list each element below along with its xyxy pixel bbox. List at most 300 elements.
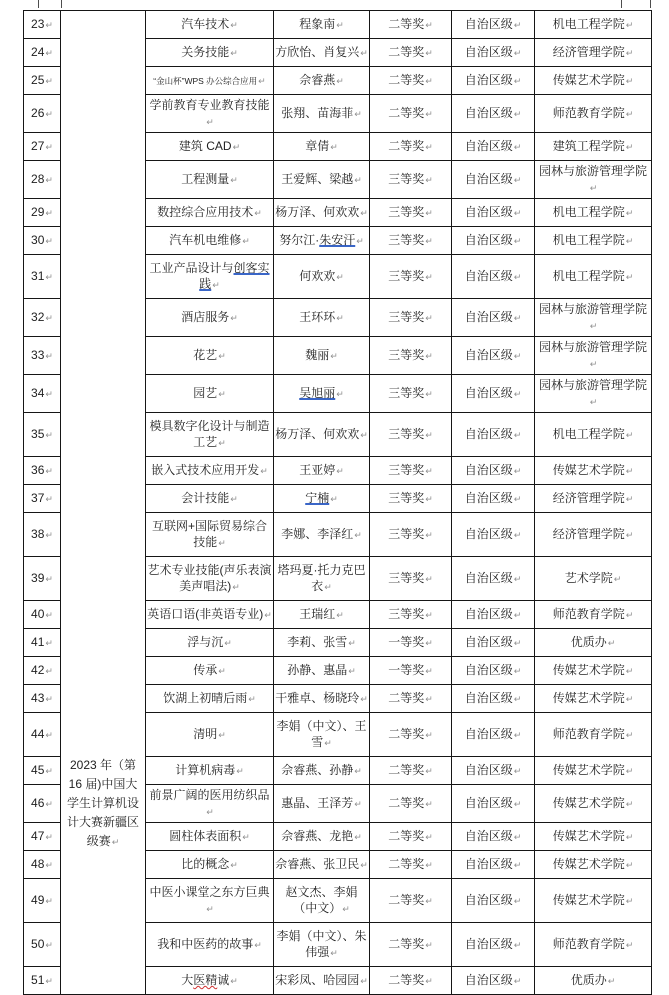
college-name[interactable] <box>535 227 652 255</box>
award-level[interactable] <box>370 255 452 299</box>
paragraph-mark-icon: ↵ <box>348 666 356 676</box>
participants[interactable] <box>274 657 370 685</box>
college-name[interactable] <box>535 713 652 757</box>
award-level[interactable] <box>370 967 452 995</box>
region-level[interactable] <box>452 629 535 657</box>
prev-table-border-stub <box>650 0 651 8</box>
paragraph-mark-icon: ↵ <box>625 860 634 870</box>
paragraph-mark-icon: ↵ <box>336 313 344 323</box>
college-name[interactable] <box>535 375 652 413</box>
region-level[interactable] <box>452 485 535 513</box>
participants-text: 李娟（中文）、王雪↵ <box>276 719 367 749</box>
award-level[interactable] <box>370 757 452 785</box>
paragraph-mark-icon: ↵ <box>625 940 634 950</box>
participants[interactable] <box>274 685 370 713</box>
paragraph-mark-icon: ↵ <box>625 208 634 218</box>
paragraph-mark-icon: ↵ <box>336 76 344 86</box>
row-index-text: 26↵ <box>31 106 53 120</box>
college-name[interactable] <box>535 337 652 375</box>
paragraph-mark-icon: ↵ <box>218 389 226 399</box>
award-level[interactable] <box>370 851 452 879</box>
paragraph-mark-icon: ↵ <box>264 610 272 620</box>
project-name[interactable] <box>146 11 274 39</box>
participants[interactable] <box>274 557 370 601</box>
participants[interactable] <box>274 823 370 851</box>
project-name[interactable] <box>146 557 274 601</box>
participants[interactable] <box>274 39 370 67</box>
row-index[interactable] <box>24 457 61 485</box>
paragraph-mark-icon: ↵ <box>425 799 433 809</box>
project-name[interactable] <box>146 299 274 337</box>
award-level[interactable] <box>370 513 452 557</box>
college-name[interactable] <box>535 485 652 513</box>
region-level-text: 自治区级↵ <box>464 691 522 705</box>
paragraph-mark-icon: ↵ <box>425 976 433 986</box>
region-level[interactable] <box>452 413 535 457</box>
paragraph-mark-icon: ↵ <box>45 142 53 152</box>
award-level[interactable] <box>370 657 452 685</box>
paragraph-mark-icon: ↵ <box>513 236 522 246</box>
row-index[interactable] <box>24 967 61 995</box>
participants[interactable] <box>274 199 370 227</box>
row-index-text: 40↵ <box>31 607 53 621</box>
paragraph-mark-icon: ↵ <box>589 183 598 193</box>
project-name[interactable] <box>146 513 274 557</box>
region-level[interactable] <box>452 923 535 967</box>
participants[interactable] <box>274 757 370 785</box>
region-level[interactable] <box>452 11 535 39</box>
project-name[interactable] <box>146 713 274 757</box>
paragraph-mark-icon: ↵ <box>248 694 256 704</box>
award-level[interactable] <box>370 879 452 923</box>
region-level[interactable] <box>452 161 535 199</box>
paragraph-mark-icon: ↵ <box>354 832 362 842</box>
project-name[interactable] <box>146 923 274 967</box>
region-level[interactable] <box>452 457 535 485</box>
project-name[interactable] <box>146 785 274 823</box>
region-level[interactable] <box>452 657 535 685</box>
paragraph-mark-icon: ↵ <box>513 466 522 476</box>
participants[interactable] <box>274 337 370 375</box>
college-name[interactable] <box>535 255 652 299</box>
award-level-text: 二等奖↵ <box>388 763 433 777</box>
paragraph-mark-icon: ↵ <box>589 321 598 331</box>
paragraph-mark-icon: ↵ <box>425 610 433 620</box>
paragraph-mark-icon: ↵ <box>218 351 226 361</box>
participants[interactable] <box>274 133 370 161</box>
award-level[interactable] <box>370 39 452 67</box>
paragraph-mark-icon: ↵ <box>513 389 522 399</box>
row-index-text: 45↵ <box>31 763 53 777</box>
college-name-text: 园林与旅游管理学院↵ <box>538 340 647 369</box>
college-name[interactable] <box>535 601 652 629</box>
college-name-text: 传媒艺术学院↵ <box>552 829 634 843</box>
paragraph-mark-icon: ↵ <box>330 142 338 152</box>
row-index[interactable] <box>24 601 61 629</box>
row-index[interactable] <box>24 513 61 557</box>
award-level-text: 二等奖↵ <box>388 937 433 951</box>
participants-text: 程象南↵ <box>299 17 344 31</box>
participants[interactable] <box>274 255 370 299</box>
participants[interactable] <box>274 879 370 923</box>
college-name[interactable] <box>535 851 652 879</box>
row-index[interactable] <box>24 485 61 513</box>
award-level-text: 三等奖↵ <box>388 205 433 219</box>
region-level-text: 自治区级↵ <box>464 937 522 951</box>
region-level[interactable] <box>452 879 535 923</box>
paragraph-mark-icon: ↵ <box>625 730 634 740</box>
region-level[interactable] <box>452 199 535 227</box>
row-index-text: 37↵ <box>31 491 53 505</box>
paragraph-mark-icon: ↵ <box>425 236 433 246</box>
participants-text: 赵文杰、李娟（中文）↵ <box>285 885 358 915</box>
award-level-text: 一等奖↵ <box>388 635 433 649</box>
paragraph-mark-icon: ↵ <box>513 896 522 906</box>
award-level-text: 二等奖↵ <box>388 45 433 59</box>
award-level-text: 三等奖↵ <box>388 233 433 247</box>
paragraph-mark-icon: ↵ <box>360 208 368 218</box>
award-level[interactable] <box>370 629 452 657</box>
awards-table <box>23 10 652 995</box>
region-level[interactable] <box>452 757 535 785</box>
row-index[interactable] <box>24 629 61 657</box>
college-name-text: 园林与旅游管理学院↵ <box>538 164 647 193</box>
paragraph-mark-icon: ↵ <box>330 494 338 504</box>
region-level-text: 自治区级↵ <box>464 45 522 59</box>
paragraph-mark-icon: ↵ <box>260 466 268 476</box>
participants[interactable] <box>274 95 370 133</box>
award-level[interactable] <box>370 95 452 133</box>
row-index[interactable] <box>24 413 61 457</box>
college-name[interactable] <box>535 39 652 67</box>
region-level-text: 自治区级↵ <box>464 973 522 987</box>
paragraph-mark-icon: ↵ <box>607 638 616 648</box>
award-level[interactable] <box>370 413 452 457</box>
award-level[interactable] <box>370 601 452 629</box>
participants[interactable] <box>274 601 370 629</box>
row-index-text: 25↵ <box>31 73 53 87</box>
participants-text: 努尔江·朱安汗↵ <box>279 233 364 247</box>
participants[interactable] <box>274 713 370 757</box>
paragraph-mark-icon: ↵ <box>242 236 250 246</box>
award-level[interactable] <box>370 785 452 823</box>
region-level[interactable] <box>452 601 535 629</box>
project-name-text: 数控综合应用技术↵ <box>157 205 262 219</box>
row-index[interactable] <box>24 851 61 879</box>
competition-group-cell[interactable] <box>61 11 146 995</box>
region-level[interactable] <box>452 95 535 133</box>
region-level-text: 自治区级↵ <box>464 796 522 810</box>
project-name-text: 工业产品设计与创客实践↵ <box>149 261 270 291</box>
region-level[interactable] <box>452 255 535 299</box>
participants[interactable] <box>274 485 370 513</box>
paragraph-mark-icon: ↵ <box>589 359 598 369</box>
paragraph-mark-icon: ↵ <box>589 397 598 407</box>
project-name[interactable] <box>146 161 274 199</box>
award-level[interactable] <box>370 375 452 413</box>
project-name[interactable] <box>146 629 274 657</box>
college-name[interactable] <box>535 457 652 485</box>
project-name[interactable] <box>146 757 274 785</box>
award-level[interactable] <box>370 11 452 39</box>
prev-table-border-stub <box>621 0 622 8</box>
paragraph-mark-icon: ↵ <box>218 538 226 548</box>
project-name[interactable] <box>146 685 274 713</box>
project-name[interactable] <box>146 851 274 879</box>
row-index[interactable] <box>24 823 61 851</box>
region-level[interactable] <box>452 851 535 879</box>
project-name[interactable] <box>146 413 274 457</box>
college-name[interactable] <box>535 133 652 161</box>
award-level[interactable] <box>370 299 452 337</box>
participants[interactable] <box>274 851 370 879</box>
paragraph-mark-icon: ↵ <box>513 351 522 361</box>
region-level[interactable] <box>452 967 535 995</box>
participants-text: 王亚婷↵ <box>299 463 344 477</box>
project-name[interactable] <box>146 255 274 299</box>
award-level[interactable] <box>370 823 452 851</box>
award-level-text: 二等奖↵ <box>388 73 433 87</box>
row-index[interactable] <box>24 227 61 255</box>
project-name[interactable] <box>146 457 274 485</box>
row-index[interactable] <box>24 685 61 713</box>
paragraph-mark-icon: ↵ <box>360 976 368 986</box>
college-name[interactable] <box>535 95 652 133</box>
row-index[interactable] <box>24 199 61 227</box>
paragraph-mark-icon: ↵ <box>625 799 634 809</box>
row-index[interactable] <box>24 375 61 413</box>
project-name-text: 互联网+国际贸易综合技能↵ <box>151 519 267 549</box>
participants-text: 塔玛夏·托力克巴衣↵ <box>277 563 366 593</box>
award-level[interactable] <box>370 685 452 713</box>
participants[interactable] <box>274 513 370 557</box>
row-index-text: 42↵ <box>31 663 53 677</box>
award-level-text: 三等奖↵ <box>388 491 433 505</box>
college-name[interactable] <box>535 161 652 199</box>
row-index[interactable] <box>24 39 61 67</box>
paragraph-mark-icon: ↵ <box>613 574 622 584</box>
award-level[interactable] <box>370 161 452 199</box>
participants-text: 方欣怡、肖复兴↵ <box>275 45 368 59</box>
row-index[interactable] <box>24 299 61 337</box>
region-level[interactable] <box>452 713 535 757</box>
paragraph-mark-icon: ↵ <box>342 904 350 914</box>
region-level[interactable] <box>452 785 535 823</box>
paragraph-mark-icon: ↵ <box>625 236 634 246</box>
college-name[interactable] <box>535 757 652 785</box>
college-name[interactable] <box>535 11 652 39</box>
paragraph-mark-icon: ↵ <box>625 76 634 86</box>
region-level[interactable] <box>452 337 535 375</box>
award-level[interactable] <box>370 227 452 255</box>
college-name[interactable] <box>535 785 652 823</box>
award-level[interactable] <box>370 133 452 161</box>
participants[interactable] <box>274 413 370 457</box>
row-index[interactable] <box>24 67 61 95</box>
project-name[interactable] <box>146 39 274 67</box>
college-name[interactable] <box>535 67 652 95</box>
college-name-text: 传媒艺术学院↵ <box>552 463 634 477</box>
row-index[interactable] <box>24 879 61 923</box>
region-level[interactable] <box>452 67 535 95</box>
paragraph-mark-icon: ↵ <box>425 313 433 323</box>
college-name[interactable] <box>535 685 652 713</box>
award-level[interactable] <box>370 923 452 967</box>
region-level[interactable] <box>452 227 535 255</box>
paragraph-mark-icon: ↵ <box>425 766 433 776</box>
participants-text: 干雅卓、杨晓玲↵ <box>275 691 368 705</box>
award-level[interactable] <box>370 557 452 601</box>
row-index-text: 34↵ <box>31 386 53 400</box>
project-name[interactable] <box>146 95 274 133</box>
paragraph-mark-icon: ↵ <box>324 582 332 592</box>
region-level[interactable] <box>452 685 535 713</box>
college-name[interactable] <box>535 413 652 457</box>
college-name[interactable] <box>535 513 652 557</box>
row-index[interactable] <box>24 161 61 199</box>
project-name[interactable] <box>146 879 274 923</box>
award-level-text: 三等奖↵ <box>388 269 433 283</box>
paragraph-mark-icon: ↵ <box>625 610 634 620</box>
college-name[interactable] <box>535 199 652 227</box>
region-level-text: 自治区级↵ <box>464 829 522 843</box>
paragraph-mark-icon: ↵ <box>45 109 53 119</box>
row-index-text: 28↵ <box>31 172 53 186</box>
project-name-text: 会计技能↵ <box>181 491 238 505</box>
project-name-text: “金山杯”WPS 办公综合应用↵ <box>153 76 266 86</box>
paragraph-mark-icon: ↵ <box>425 896 433 906</box>
award-level[interactable] <box>370 199 452 227</box>
paragraph-mark-icon: ↵ <box>45 940 53 950</box>
project-name[interactable] <box>146 199 274 227</box>
paragraph-mark-icon: ↵ <box>625 466 634 476</box>
participants-text: 王爱辉、梁越↵ <box>281 172 362 186</box>
row-index[interactable] <box>24 133 61 161</box>
award-level[interactable] <box>370 67 452 95</box>
region-level[interactable] <box>452 513 535 557</box>
participants[interactable] <box>274 457 370 485</box>
participants[interactable] <box>274 923 370 967</box>
region-level[interactable] <box>452 133 535 161</box>
paragraph-mark-icon: ↵ <box>45 208 53 218</box>
participants-text: 魏丽↵ <box>305 348 338 362</box>
paragraph-mark-icon: ↵ <box>425 666 433 676</box>
participants[interactable] <box>274 227 370 255</box>
paragraph-mark-icon: ↵ <box>111 837 120 847</box>
college-name[interactable] <box>535 299 652 337</box>
region-level-text: 自治区级↵ <box>464 763 522 777</box>
award-level[interactable] <box>370 713 452 757</box>
participants[interactable] <box>274 299 370 337</box>
participants[interactable] <box>274 11 370 39</box>
paragraph-mark-icon: ↵ <box>513 208 522 218</box>
project-name[interactable] <box>146 823 274 851</box>
region-level-text: 自治区级↵ <box>464 139 522 153</box>
paragraph-mark-icon: ↵ <box>45 860 53 870</box>
participants[interactable] <box>274 785 370 823</box>
row-index[interactable] <box>24 255 61 299</box>
paragraph-mark-icon: ↵ <box>242 832 250 842</box>
project-name[interactable] <box>146 967 274 995</box>
college-name[interactable] <box>535 557 652 601</box>
college-name[interactable] <box>535 967 652 995</box>
college-name[interactable] <box>535 629 652 657</box>
paragraph-mark-icon: ↵ <box>232 142 241 152</box>
paragraph-mark-icon: ↵ <box>425 208 433 218</box>
row-index[interactable] <box>24 657 61 685</box>
region-level[interactable] <box>452 823 535 851</box>
project-name[interactable] <box>146 227 274 255</box>
paragraph-mark-icon: ↵ <box>336 272 344 282</box>
region-level[interactable] <box>452 557 535 601</box>
project-name[interactable] <box>146 337 274 375</box>
project-name[interactable] <box>146 657 274 685</box>
college-name[interactable] <box>535 923 652 967</box>
participants-text: 佘睿燕↵ <box>299 73 344 87</box>
competition-group-text: 2023 年（第 16 届)中国大学生计算机设计大赛新疆区级赛↵ <box>66 758 139 848</box>
college-name-text: 优质办↵ <box>570 635 616 649</box>
project-name-text: 建筑 CAD↵ <box>178 139 241 153</box>
award-level[interactable] <box>370 457 452 485</box>
region-level[interactable] <box>452 375 535 413</box>
row-index[interactable] <box>24 11 61 39</box>
participants[interactable] <box>274 629 370 657</box>
participants-text: 孙静、惠晶↵ <box>287 663 356 677</box>
participants[interactable] <box>274 67 370 95</box>
region-level-text: 自治区级↵ <box>464 233 522 247</box>
paragraph-mark-icon: ↵ <box>45 730 53 740</box>
row-index[interactable] <box>24 557 61 601</box>
paragraph-mark-icon: ↵ <box>336 20 344 30</box>
paragraph-mark-icon: ↵ <box>513 530 522 540</box>
project-name[interactable] <box>146 67 274 95</box>
award-level[interactable] <box>370 485 452 513</box>
college-name[interactable] <box>535 657 652 685</box>
college-name[interactable] <box>535 823 652 851</box>
row-index[interactable] <box>24 923 61 967</box>
row-index[interactable] <box>24 95 61 133</box>
paragraph-mark-icon: ↵ <box>513 109 522 119</box>
row-index[interactable] <box>24 337 61 375</box>
paragraph-mark-icon: ↵ <box>354 109 362 119</box>
paragraph-mark-icon: ↵ <box>45 530 53 540</box>
row-index[interactable] <box>24 713 61 757</box>
participants[interactable] <box>274 161 370 199</box>
project-name[interactable] <box>146 601 274 629</box>
project-name[interactable] <box>146 133 274 161</box>
award-level-text: 二等奖↵ <box>388 857 433 871</box>
region-level[interactable] <box>452 39 535 67</box>
region-level[interactable] <box>452 299 535 337</box>
paragraph-mark-icon: ↵ <box>45 976 53 986</box>
row-index-text: 30↵ <box>31 233 53 247</box>
award-level[interactable] <box>370 337 452 375</box>
participants[interactable] <box>274 375 370 413</box>
table-row <box>24 11 652 39</box>
project-name[interactable] <box>146 485 274 513</box>
row-index[interactable] <box>24 785 61 823</box>
college-name[interactable] <box>535 879 652 923</box>
region-level-text: 自治区级↵ <box>464 310 522 324</box>
college-name-text: 传媒艺术学院↵ <box>552 763 634 777</box>
paragraph-mark-icon: ↵ <box>513 430 522 440</box>
paragraph-mark-icon: ↵ <box>254 940 262 950</box>
participants-text: 佘睿燕、龙艳↵ <box>281 829 362 843</box>
participants[interactable] <box>274 967 370 995</box>
paragraph-mark-icon: ↵ <box>348 638 356 648</box>
row-index[interactable] <box>24 757 61 785</box>
project-name[interactable] <box>146 375 274 413</box>
